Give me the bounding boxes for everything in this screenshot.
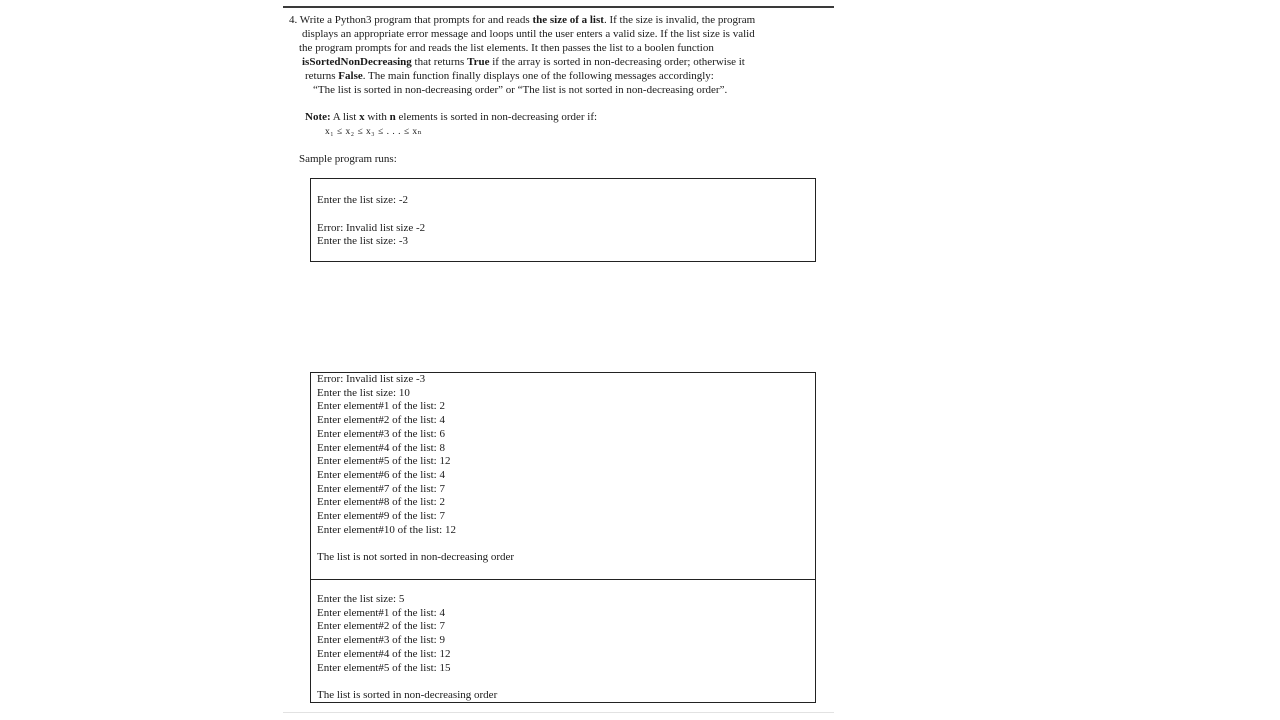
question-line-4: isSortedNonDecreasing that returns True if the array is sorted in non-decreasing order; otherwise it [302,56,745,68]
note-label: Note: [305,111,331,123]
run2-line: The list is not sorted in non-decreasing order [317,551,515,563]
run3-line: Enter the list size: 5 [317,593,405,605]
note-formula: x₁ ≤ x₂ ≤ x₃ ≤ . . . ≤ xₙ [325,127,423,137]
question-line-2: displays an appropriate error message and loops until the user enters a valid size. If the list size is valid [302,28,755,40]
sample-heading: Sample program runs: [299,153,397,165]
run1-line: Enter the list size: -3 [317,235,409,247]
note-line: Note: A list x with n elements is sorted in non-decreasing order if: [305,111,598,123]
true-keyword: True [467,56,490,68]
run2-line: Enter element#2 of the list: 4 [317,414,445,427]
run2-line: Enter element#6 of the list: 4 [317,468,445,481]
run3-line: The list is sorted in non-decreasing order [317,689,498,701]
run2-line: Error: Invalid list size -3 [317,373,426,385]
document-page [283,6,834,713]
run2-line: Enter the list size: 10 [317,386,410,399]
question-line-5: returns False. The main function finally displays one of the following messages accordingly: [305,70,714,82]
run3-line: Enter element#2 of the list: 7 [317,620,445,633]
list-size-emphasis: the size of a list [532,14,604,26]
sample-run-3 [310,579,816,703]
run1-line: Enter the list size: -2 [317,194,409,206]
run3-line: Enter element#3 of the list: 9 [317,634,445,647]
run2-line: Enter element#10 of the list: 12 [317,523,456,536]
run2-line: Enter element#5 of the list: 12 [317,455,451,468]
run2-line: Enter element#1 of the list: 2 [317,400,445,413]
false-keyword: False [338,70,363,82]
function-name: isSortedNonDecreasing [302,56,412,68]
question-line-6: “The list is sorted in non-decreasing order” or “The list is not sorted in non-decreasing order”. [313,84,728,96]
question-line-1: 4. Write a Python3 program that prompts for and reads the size of a list. If the size is invalid, the program [289,14,756,26]
sample-run-2 [310,372,816,580]
run3-line: Enter element#5 of the list: 15 [317,661,451,674]
run2-line: Enter element#4 of the list: 8 [317,441,445,454]
run3-line: Enter element#1 of the list: 4 [317,606,445,619]
question-line-3: the program prompts for and reads the list elements. It then passes the list to a boolen function [299,42,714,54]
run2-line: Enter element#9 of the list: 7 [317,510,445,522]
sample-run-1 [310,178,816,262]
run2-line: Enter element#7 of the list: 7 [317,482,445,495]
run1-line: Error: Invalid list size -2 [317,222,426,234]
run3-line: Enter element#4 of the list: 12 [317,647,451,660]
run2-line: Enter element#3 of the list: 6 [317,427,445,440]
run2-line: Enter element#8 of the list: 2 [317,496,445,509]
